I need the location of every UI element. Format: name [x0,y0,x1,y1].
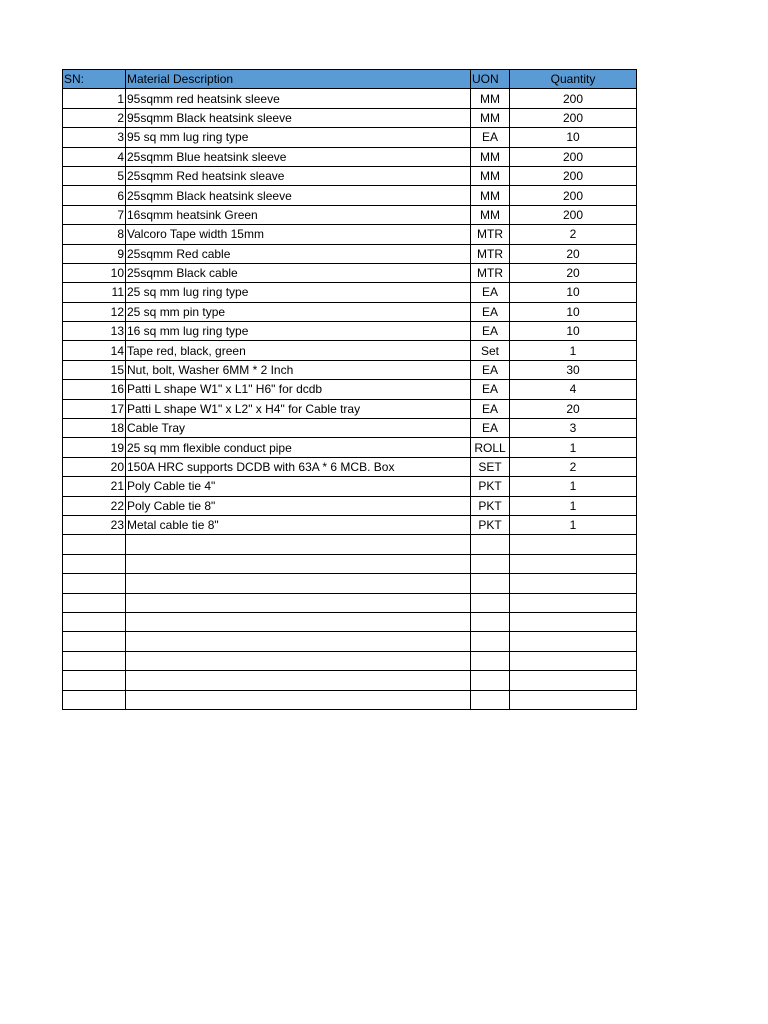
cell-uon[interactable]: MTR [471,244,510,263]
cell-description[interactable] [126,593,471,612]
cell-description[interactable]: Cable Tray [126,419,471,438]
cell-description[interactable] [126,554,471,573]
cell-quantity[interactable]: 3 [510,419,637,438]
cell-uon[interactable]: EA [471,399,510,418]
cell-description[interactable] [126,535,471,554]
cell-description[interactable]: Poly Cable tie 8" [126,496,471,515]
cell-uon[interactable]: Set [471,341,510,360]
table-row [63,360,637,379]
cell-description[interactable]: Patti L shape W1" x L2" x H4" for Cable tray [126,399,471,418]
cell-quantity[interactable] [510,690,637,709]
cell-description[interactable]: 25 sq mm pin type [126,302,471,321]
cell-description[interactable]: 150A HRC supports DCDB with 63A * 6 MCB. Box [126,457,471,476]
cell-sn[interactable]: 2 [63,108,126,127]
table-row [63,399,637,418]
cell-description[interactable]: Tape red, black, green [126,341,471,360]
table-row [63,108,637,127]
cell-description[interactable]: Patti L shape W1" x L1" H6" for dcdb [126,380,471,399]
cell-quantity[interactable] [510,632,637,651]
cell-sn[interactable]: 9 [63,244,126,263]
cell-description[interactable]: Valcoro Tape width 15mm [126,225,471,244]
cell-description[interactable]: 95sqmm Black heatsink sleeve [126,108,471,127]
cell-sn[interactable] [63,612,126,631]
cell-sn[interactable]: 19 [63,438,126,457]
table-row [63,302,637,321]
cell-sn[interactable]: 23 [63,515,126,534]
table-row [63,89,637,108]
cell-quantity[interactable]: 10 [510,128,637,147]
cell-quantity[interactable]: 200 [510,186,637,205]
header-description[interactable]: Material Description [126,70,471,89]
cell-uon[interactable]: PKT [471,496,510,515]
cell-quantity[interactable] [510,574,637,593]
header-uon[interactable]: UON [471,70,510,89]
header-row [63,70,637,89]
table-row [63,477,637,496]
cell-quantity[interactable]: 30 [510,360,637,379]
cell-uon[interactable]: ROLL [471,438,510,457]
cell-sn[interactable] [63,690,126,709]
table-row [63,515,637,534]
cell-sn[interactable]: 6 [63,186,126,205]
cell-uon[interactable]: MM [471,108,510,127]
cell-description[interactable] [126,690,471,709]
cell-sn[interactable]: 13 [63,322,126,341]
table-row [63,186,637,205]
cell-sn[interactable]: 20 [63,457,126,476]
table-row [63,554,637,573]
cell-quantity[interactable]: 1 [510,477,637,496]
table-row [63,147,637,166]
table-row [63,671,637,690]
cell-description[interactable]: 16sqmm heatsink Green [126,205,471,224]
table-row [63,283,637,302]
cell-uon[interactable]: PKT [471,515,510,534]
cell-description[interactable]: Nut, bolt, Washer 6MM * 2 Inch [126,360,471,379]
cell-description[interactable]: 16 sq mm lug ring type [126,322,471,341]
table-row [63,166,637,185]
cell-sn[interactable]: 10 [63,263,126,282]
cell-uon[interactable]: EA [471,283,510,302]
table-row [63,535,637,554]
cell-uon[interactable]: MM [471,166,510,185]
table-row [63,341,637,360]
cell-description[interactable]: 25sqmm Red cable [126,244,471,263]
cell-description[interactable] [126,612,471,631]
cell-quantity[interactable]: 200 [510,166,637,185]
cell-sn[interactable]: 1 [63,89,126,108]
table-row [63,322,637,341]
cell-uon[interactable] [471,554,510,573]
cell-sn[interactable] [63,593,126,612]
cell-sn[interactable] [63,554,126,573]
cell-description[interactable]: 95sqmm red heatsink sleeve [126,89,471,108]
cell-uon[interactable]: EA [471,322,510,341]
table-row [63,380,637,399]
cell-uon[interactable]: MTR [471,263,510,282]
cell-sn[interactable] [63,574,126,593]
cell-quantity[interactable]: 20 [510,244,637,263]
cell-uon[interactable] [471,651,510,670]
table-row [63,438,637,457]
cell-sn[interactable]: 4 [63,147,126,166]
cell-uon[interactable] [471,671,510,690]
cell-quantity[interactable]: 10 [510,283,637,302]
cell-uon[interactable]: MTR [471,225,510,244]
cell-quantity[interactable] [510,612,637,631]
cell-description[interactable]: 25sqmm Red heatsink sleave [126,166,471,185]
cell-uon[interactable] [471,535,510,554]
cell-uon[interactable]: PKT [471,477,510,496]
table-row [63,651,637,670]
cell-sn[interactable]: 16 [63,380,126,399]
cell-uon[interactable]: EA [471,128,510,147]
table-row [63,244,637,263]
cell-quantity[interactable]: 1 [510,341,637,360]
cell-quantity[interactable] [510,535,637,554]
cell-uon[interactable] [471,574,510,593]
cell-uon[interactable] [471,593,510,612]
cell-uon[interactable] [471,612,510,631]
cell-uon[interactable]: MM [471,186,510,205]
table-row [63,128,637,147]
header-sn[interactable]: SN: [63,70,126,89]
cell-uon[interactable]: EA [471,360,510,379]
cell-quantity[interactable] [510,671,637,690]
cell-quantity[interactable]: 2 [510,225,637,244]
cell-quantity[interactable]: 10 [510,322,637,341]
table-row [63,457,637,476]
cell-description[interactable] [126,651,471,670]
cell-sn[interactable]: 15 [63,360,126,379]
cell-quantity[interactable]: 1 [510,438,637,457]
cell-sn[interactable]: 17 [63,399,126,418]
cell-sn[interactable]: 8 [63,225,126,244]
cell-quantity[interactable]: 1 [510,515,637,534]
cell-sn[interactable]: 18 [63,419,126,438]
cell-sn[interactable]: 14 [63,341,126,360]
table-row [63,612,637,631]
cell-uon[interactable] [471,632,510,651]
cell-uon[interactable]: SET [471,457,510,476]
cell-quantity[interactable]: 1 [510,496,637,515]
table-row [63,632,637,651]
cell-description[interactable]: 25 sq mm flexible conduct pipe [126,438,471,457]
cell-uon[interactable]: EA [471,380,510,399]
cell-description[interactable] [126,574,471,593]
cell-quantity[interactable]: 20 [510,399,637,418]
cell-sn[interactable] [63,632,126,651]
cell-quantity[interactable] [510,554,637,573]
table-body [63,89,637,710]
cell-uon[interactable]: MM [471,205,510,224]
cell-quantity[interactable]: 4 [510,380,637,399]
table-row [63,263,637,282]
material-table [62,69,637,710]
cell-sn[interactable]: 22 [63,496,126,515]
cell-description[interactable]: Metal cable tie 8" [126,515,471,534]
cell-sn[interactable] [63,671,126,690]
cell-sn[interactable]: 12 [63,302,126,321]
table-row [63,225,637,244]
cell-quantity[interactable]: 10 [510,302,637,321]
cell-description[interactable]: 25 sq mm lug ring type [126,283,471,302]
cell-uon[interactable]: MM [471,147,510,166]
cell-sn[interactable]: 7 [63,205,126,224]
cell-description[interactable]: 25sqmm Black cable [126,263,471,282]
cell-sn[interactable] [63,535,126,554]
cell-uon[interactable] [471,690,510,709]
table-row [63,205,637,224]
cell-uon[interactable]: EA [471,419,510,438]
cell-description[interactable]: Poly Cable tie 4" [126,477,471,496]
table-row [63,574,637,593]
cell-description[interactable]: 25sqmm Blue heatsink sleeve [126,147,471,166]
cell-sn[interactable]: 21 [63,477,126,496]
cell-quantity[interactable] [510,593,637,612]
cell-quantity[interactable]: 200 [510,205,637,224]
table-row [63,419,637,438]
cell-quantity[interactable]: 200 [510,108,637,127]
cell-description[interactable] [126,671,471,690]
cell-sn[interactable]: 5 [63,166,126,185]
cell-quantity[interactable]: 200 [510,147,637,166]
cell-description[interactable]: 25sqmm Black heatsink sleeve [126,186,471,205]
header-quantity[interactable]: Quantity [510,70,637,89]
cell-quantity[interactable]: 2 [510,457,637,476]
table-row [63,690,637,709]
cell-quantity[interactable]: 20 [510,263,637,282]
cell-description[interactable] [126,632,471,651]
table-row [63,593,637,612]
table-row [63,496,637,515]
cell-sn[interactable] [63,651,126,670]
cell-sn[interactable]: 3 [63,128,126,147]
cell-uon[interactable]: MM [471,89,510,108]
cell-description[interactable]: 95 sq mm lug ring type [126,128,471,147]
cell-uon[interactable]: EA [471,302,510,321]
cell-sn[interactable]: 11 [63,283,126,302]
cell-quantity[interactable] [510,651,637,670]
cell-quantity[interactable]: 200 [510,89,637,108]
